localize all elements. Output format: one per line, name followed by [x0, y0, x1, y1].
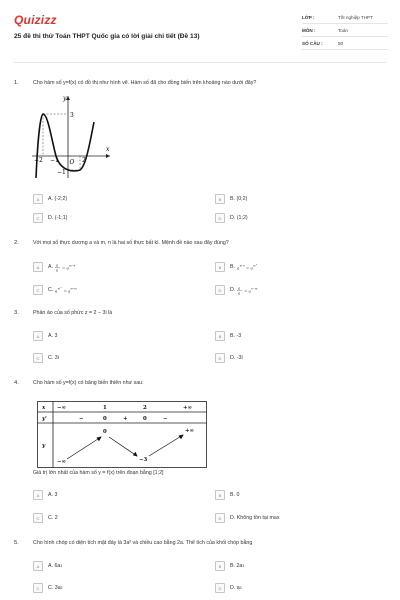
- option-text: D. (-1;1): [48, 215, 68, 221]
- origin-label: O: [69, 159, 75, 166]
- table-y-value: 0: [103, 429, 107, 435]
- svg-text:a: a: [238, 286, 241, 290]
- tick-label-y-neg1: −1: [57, 169, 66, 176]
- meta-key: LỚP :: [302, 14, 315, 20]
- function-graph: [30, 92, 112, 180]
- option-letter-box: A: [33, 490, 43, 500]
- option-letter-box: B: [215, 331, 225, 341]
- option-text: C. 3i: [48, 355, 59, 361]
- table-y-value: +∞: [185, 428, 195, 434]
- option-d[interactable]: [215, 213, 248, 223]
- svg-text:m: m: [253, 264, 256, 268]
- option-letter-box: A: [33, 194, 43, 204]
- meta-row-subject: [302, 24, 388, 37]
- question-number: 5.: [14, 540, 19, 546]
- tick-label-2: 2: [82, 157, 86, 164]
- math-formula: [237, 286, 263, 295]
- option-text: D. -3i: [230, 355, 243, 361]
- option-text: A.: [48, 264, 54, 270]
- option-d[interactable]: [215, 353, 243, 363]
- table-yprime-value: −: [163, 416, 168, 422]
- svg-text:a: a: [66, 264, 69, 270]
- option-text: D. Không tồn tại max: [230, 515, 280, 521]
- option-letter-box: D: [215, 583, 225, 593]
- table-yprime-value: +: [123, 416, 128, 422]
- option-text: A. 3: [48, 333, 58, 339]
- svg-text:m−n: m−n: [69, 264, 76, 268]
- table-row-label-x: x: [42, 405, 46, 411]
- table-yprime-value: 0: [143, 416, 147, 422]
- question-text: Cho hàm số y=f(x) có đồ thị như hình vẽ. Hàm số đã cho đồng biến trên khoảng nào dưới đây?: [33, 80, 257, 86]
- option-a[interactable]: A A. 6a 3: [33, 561, 62, 571]
- tick-label-x-neg1: −1: [50, 157, 59, 164]
- option-letter-box: C: [33, 513, 43, 523]
- option-letter-box: C: [33, 353, 43, 363]
- svg-text:a: a: [248, 287, 252, 293]
- option-text: A. 6a: [48, 563, 61, 569]
- option-text: B. -3: [230, 333, 242, 339]
- meta-row-count: [302, 37, 388, 50]
- table-x-value: +∞: [183, 405, 193, 411]
- option-letter-box: B: [215, 561, 225, 571]
- option-text: C.: [48, 287, 54, 293]
- option-letter-box: C: [33, 285, 43, 295]
- svg-text:a: a: [238, 290, 241, 295]
- table-row-label-y: y: [42, 443, 46, 449]
- option-text: A. (-2;2): [48, 196, 68, 202]
- option-d[interactable]: D D. a 3: [215, 583, 241, 593]
- table-row-label-yprime: y': [42, 416, 47, 422]
- option-b[interactable]: [215, 262, 262, 272]
- option-letter-box: C: [33, 583, 43, 593]
- option-text: B. (0;2): [230, 196, 248, 202]
- quizizz-logo: Quizizz: [14, 13, 57, 27]
- question-text: Cho hình chóp có diện tích mặt đáy là 3a² và chiều cao bằng 2a. Thể tích của khối chóp bằng: [33, 540, 253, 546]
- question-number: 3.: [14, 310, 19, 316]
- option-a[interactable]: [33, 331, 57, 341]
- option-letter-box: A: [33, 561, 43, 571]
- x-axis-label: x: [106, 146, 110, 153]
- option-text: D. (1;2): [230, 215, 248, 221]
- option-letter-box: A: [33, 331, 43, 341]
- question-text: Phần ảo của số phức z = 2 − 3i là: [33, 310, 113, 316]
- meta-key: SỐ CÂU :: [302, 40, 323, 46]
- option-text: A. 3: [48, 492, 58, 498]
- option-c[interactable]: [33, 213, 67, 223]
- option-text: C. 3a: [48, 585, 61, 591]
- option-letter-box: D: [215, 513, 225, 523]
- option-letter-box: D: [215, 285, 225, 295]
- meta-value: 50: [338, 40, 344, 46]
- option-a[interactable]: [33, 194, 67, 204]
- meta-table: [302, 11, 388, 50]
- svg-text:a: a: [56, 263, 59, 267]
- option-b[interactable]: [215, 331, 241, 341]
- option-c[interactable]: C C. 3a 3: [33, 583, 62, 593]
- option-letter-box: B: [215, 262, 225, 272]
- table-x-value: 1: [103, 405, 107, 411]
- meta-value: Toán: [338, 27, 348, 33]
- svg-text:=: =: [62, 264, 66, 270]
- svg-text:a: a: [68, 287, 71, 293]
- svg-text:=: =: [63, 287, 68, 293]
- math-formula: [236, 263, 262, 272]
- question-number: 2.: [14, 240, 19, 246]
- table-x-value: 2: [143, 405, 147, 411]
- svg-text:a: a: [56, 267, 59, 272]
- tick-label-3: 3: [70, 112, 74, 119]
- table-yprime-value: 0: [103, 416, 107, 422]
- svg-text:=: =: [244, 287, 248, 293]
- svg-text:m·n: m·n: [239, 264, 245, 268]
- svg-text:n: n: [60, 286, 62, 289]
- header-divider: [14, 62, 386, 63]
- option-text: C. 2: [48, 515, 58, 521]
- option-text: B.: [230, 264, 236, 270]
- question-number: 4.: [14, 380, 19, 386]
- page-title: 25 đề thi thử Toán THPT Quốc gia có lời giải chi tiết (Đề 13): [14, 33, 200, 40]
- option-letter-box: B: [215, 194, 225, 204]
- svg-text:m+n: m+n: [70, 287, 78, 291]
- svg-text:a: a: [237, 264, 240, 270]
- svg-text:a: a: [55, 287, 58, 293]
- option-letter-box: A: [33, 262, 43, 272]
- y-axis-label: y: [63, 95, 67, 102]
- svg-text:n−m: n−m: [251, 287, 258, 291]
- question-subtext: Giá trị lớn nhất của hàm số y = f(x) trên đoạn bằng [1;2]: [33, 470, 164, 476]
- math-formula: [54, 286, 84, 295]
- variation-table: [37, 401, 207, 468]
- option-d[interactable]: [215, 513, 279, 523]
- option-b[interactable]: [215, 194, 247, 204]
- table-y-value: −∞: [57, 459, 67, 465]
- option-letter-box: D: [215, 353, 225, 363]
- math-formula: [55, 263, 83, 272]
- svg-text:=: =: [246, 264, 250, 270]
- meta-key: MÔN :: [302, 27, 316, 33]
- option-d[interactable]: [215, 285, 263, 295]
- option-letter-box: C: [33, 213, 43, 223]
- option-letter-box: B: [215, 490, 225, 500]
- table-x-value: −∞: [57, 405, 67, 411]
- option-text: D.: [230, 287, 236, 293]
- option-a[interactable]: [33, 490, 57, 500]
- svg-text:m: m: [57, 287, 61, 291]
- option-c[interactable]: [33, 353, 59, 363]
- meta-value: Tốt nghiệp THPT: [338, 14, 373, 20]
- option-a[interactable]: [33, 262, 83, 272]
- option-text: B. 0: [230, 492, 240, 498]
- question-text: Cho hàm số y=f(x) có bảng biến thiên như sau:: [33, 380, 144, 386]
- option-c[interactable]: [33, 285, 84, 295]
- meta-row-class: [302, 11, 388, 24]
- option-b[interactable]: [215, 490, 239, 500]
- option-text: D. a: [230, 585, 240, 591]
- tick-label-neg2: −2: [34, 157, 43, 164]
- option-c[interactable]: [33, 513, 58, 523]
- question-number: 1.: [14, 80, 19, 86]
- table-y-value: −3: [139, 457, 148, 463]
- question-text: Với mọi số thực dương a và m, n là hai số thực bất kì. Mệnh đề nào sau đây đúng?: [33, 240, 229, 246]
- svg-text:n: n: [255, 263, 258, 266]
- svg-text:a: a: [250, 264, 253, 270]
- option-b[interactable]: B B. 2a 3: [215, 561, 244, 571]
- table-yprime-value: −: [79, 416, 84, 422]
- option-letter-box: D: [215, 213, 225, 223]
- option-text: B. 2a: [230, 563, 243, 569]
